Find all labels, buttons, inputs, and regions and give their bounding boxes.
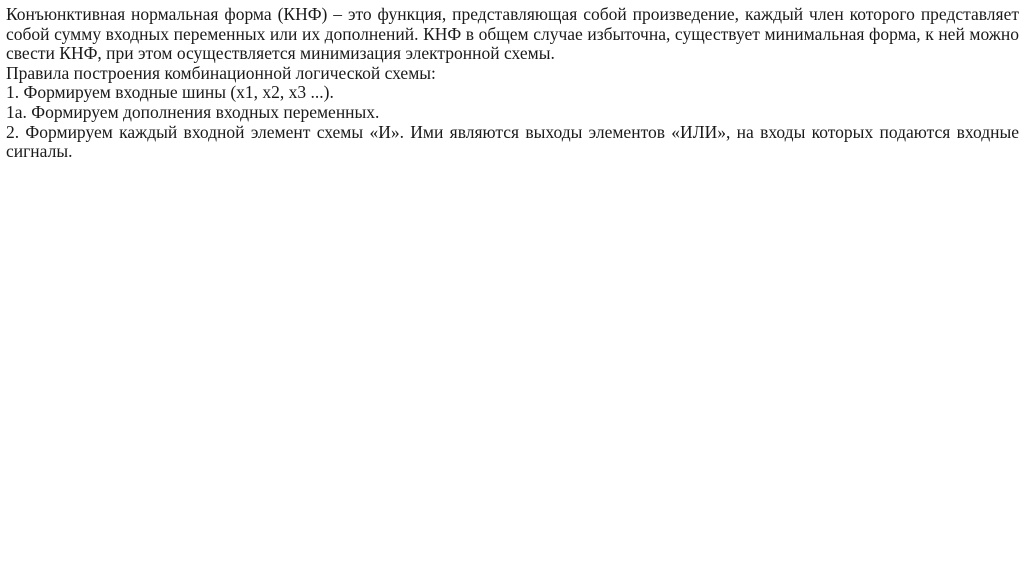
paragraph-rules-heading: Правила построения комбинационной логической схемы: [6, 62, 436, 83]
paragraph-cnf-definition: Конъюнктивная нормальная форма (КНФ) – это функция, представляющая собой произведение, каждый член которого представляет собой сумму входных переменных или их дополнений. КНФ в общем случае избыточна, существует минимальная форма, к ней можно свести КНФ, при этом осуществляется минимизация электронной схемы. [6, 4, 1019, 64]
list-item-step-1: 1. Формируем входные шины (x1, x2, x3 ...). [6, 82, 334, 103]
list-item-step-2: 2. Формируем каждый входной элемент схемы «И». Ими являются выходы элементов «ИЛИ», на входы которых подаются входные сигналы. [6, 121, 1019, 162]
document-body [6, 5, 1019, 162]
list-item-step-1a: 1а. Формируем дополнения входных переменных. [6, 101, 380, 122]
